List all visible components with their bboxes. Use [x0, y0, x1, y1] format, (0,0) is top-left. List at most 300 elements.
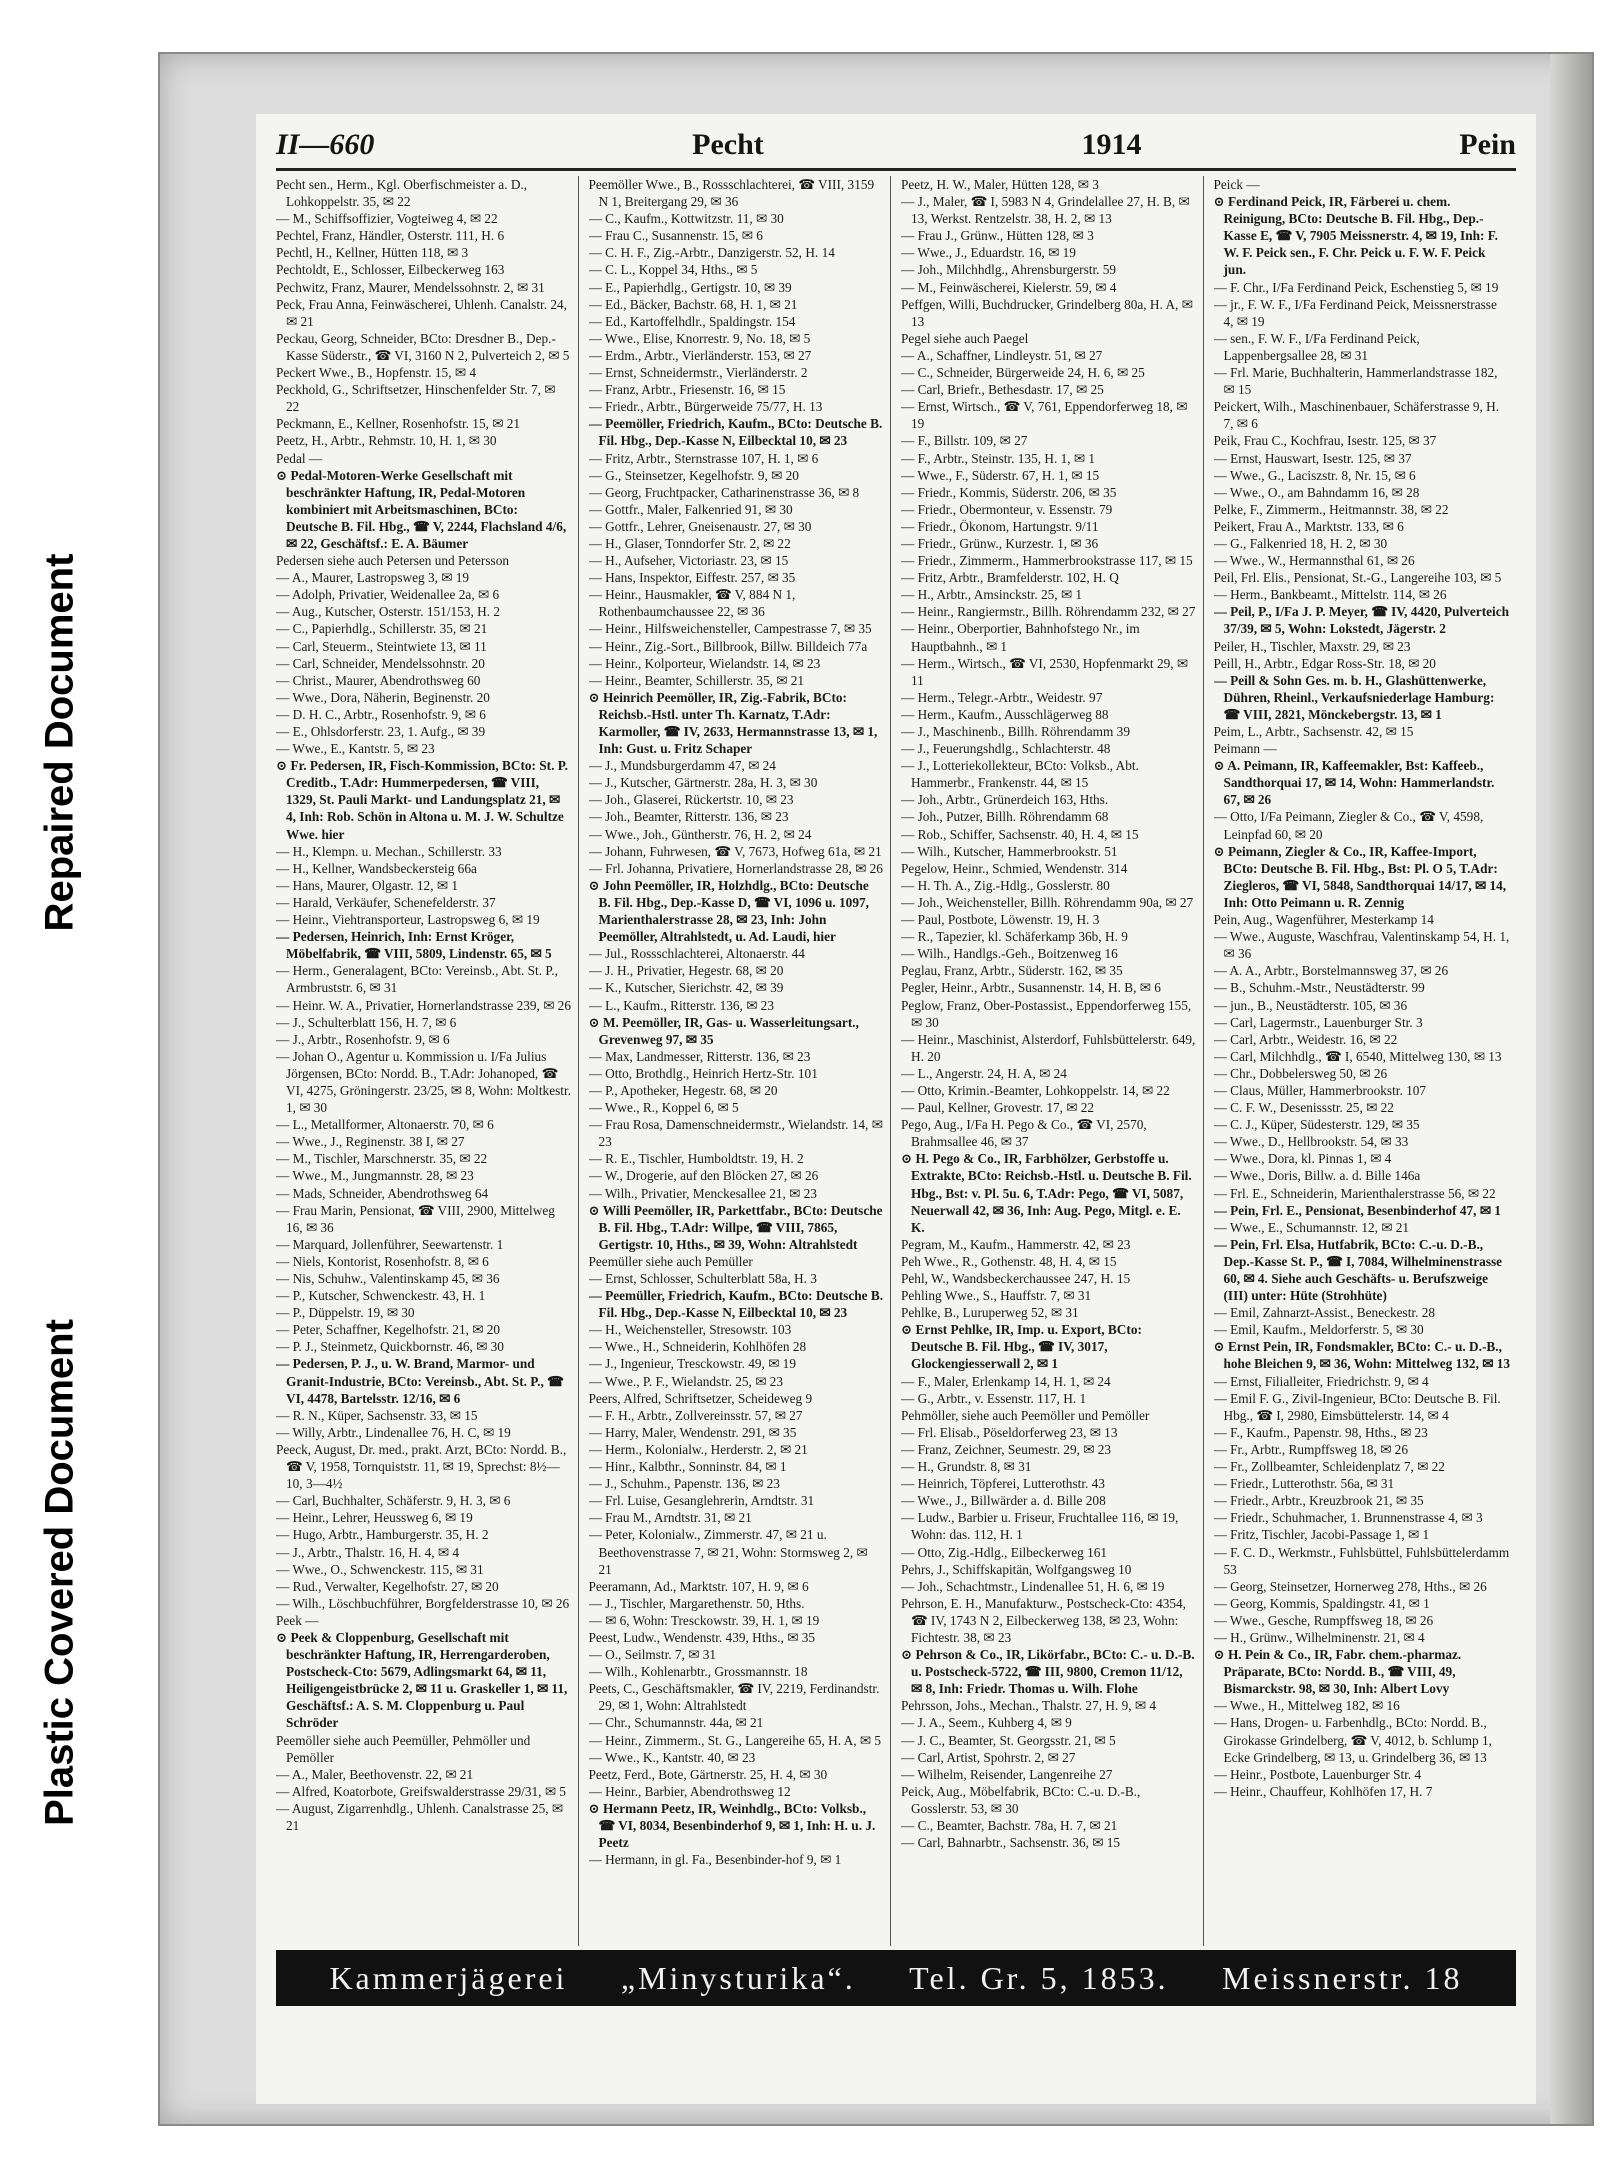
directory-entry: — Peill & Sohn Ges. m. b. H., Glashüttenwerke, Dühren, Rheinl., Verkaufsniederlage Hamburg: ☎ VIII, 2821, Mönckebergstr. 13, ✉ 1 [1213, 672, 1495, 722]
directory-entry: — M., Schiffsoffizier, Vogteiweg 4, ✉ 22 [276, 211, 498, 227]
directory-entry: Pedal — [276, 450, 323, 466]
directory-entry: — Max, Landmesser, Ritterstr. 136, ✉ 23 [588, 1048, 811, 1064]
directory-entry: Pehl, W., Wandsbeckerchaussee 247, H. 15 [901, 1271, 1131, 1286]
directory-entry: — F. C. D., Werkmstr., Fuhlsbüttel, Fuhlsbüttelerdamm 53 [1213, 1544, 1510, 1577]
directory-entry: — F. Chr., I/Fa Ferdinand Peick, Eschenstieg 5, ✉ 19 [1213, 279, 1499, 295]
directory-entry: — Aug., Kutscher, Osterstr. 151/153, H. 2 [276, 604, 501, 620]
directory-entry: — J., Lotteriekollekteur, BCto: Volksb., Abt. Hammerbr., Frankenstr. 44, ✉ 15 [901, 758, 1139, 791]
directory-entry: ⊙ Peek & Cloppenburg, Gesellschaft mit beschränkter Haftung, IR, Herrengarderoben, Postscheck-Cto: 5679, Adlingsmarkt 64, ✉ 11, Heiligengeistbrücke 2, ✉ 11 u. Graskeller 1, ✉ 11, Geschäftsf.: A. S. M. Cloppenburg u. Paul Schröder [276, 1629, 568, 1731]
directory-entry: — Jul., Rossschlachterei, Altonaerstr. 44 [588, 946, 805, 962]
directory-entry: — Heinr., Kolporteur, Wielandstr. 14, ✉ 23 [588, 655, 821, 671]
directory-entry: — Frau Marin, Pensionat, ☎ VIII, 2900, Mittelweg 16, ✉ 36 [276, 1202, 555, 1235]
ad-business-name: Kammerjägerei [329, 1959, 568, 1996]
directory-entry: Pein, Aug., Wagenführer, Mesterkamp 14 [1213, 912, 1434, 928]
directory-entry: ⊙ Ernst Pein, IR, Fondsmakler, BCto: C.- u. D.-B., hohe Bleichen 9, ✉ 36, Wohn: Mittelweg 132, ✉ 13 [1213, 1339, 1510, 1372]
directory-entry: — Heinr., Rangiermstr., Billh. Röhrendamm 232, ✉ 27 [901, 604, 1196, 620]
directory-entry: — Friedr., Ökonom, Hartungstr. 9/11 [901, 518, 1099, 534]
directory-entry: — Joh., Beamter, Ritterstr. 136, ✉ 23 [588, 809, 789, 825]
directory-entry: — Chr., Schumannstr. 44a, ✉ 21 [588, 1715, 764, 1731]
directory-entry: — C., Kaufm., Kottwitzstr. 11, ✉ 30 [588, 211, 784, 227]
directory-entry: — C., Beamter, Bachstr. 78a, H. 7, ✉ 21 [901, 1818, 1118, 1833]
directory-entry: — Wwe., Doris, Billw. a. d. Bille 146a [1213, 1168, 1421, 1184]
directory-entry: — H., Aufseher, Victoriastr. 23, ✉ 15 [588, 553, 789, 569]
directory-entry: — R., Tapezier, kl. Schäferkamp 36b, H. 9 [901, 929, 1128, 945]
directory-entry: ⊙ Heinrich Peemöller, IR, Zig.-Fabrik, BCto: Reichsb.-Hstl. unter Th. Karnatz, T.Adr: Karmoller, ☎ IV, 2633, Hermannstrasse 13, ✉ 1, Inh: Gust. u. Fritz Schaper [588, 689, 878, 757]
directory-entry: — C. L., Koppel 34, Hths., ✉ 5 [588, 262, 758, 278]
page-number: II—660 [276, 128, 375, 161]
scanned-page [158, 52, 1594, 2126]
directory-entry: — Harald, Verkäufer, Schenefelderstr. 37 [276, 894, 496, 910]
directory-entry: — Carl, Buchhalter, Schäferstr. 9, H. 3, ✉ 6 [276, 1493, 511, 1509]
directory-entry: — Rud., Verwalter, Kegelhofstr. 27, ✉ 20 [276, 1578, 499, 1594]
directory-entry: — Friedr., Arbtr., Kreuzbrook 21, ✉ 35 [1213, 1493, 1424, 1509]
directory-entry: Peill, H., Arbtr., Edgar Ross-Str. 18, ✉ 20 [1213, 655, 1436, 671]
directory-entry: — Wwe., G., Laciszstr. 8, Nr. 15, ✉ 6 [1213, 467, 1416, 483]
directory-entry: Pegel siehe auch Paegel [901, 330, 1029, 346]
directory-entry: — E., Papierhdlg., Gertigstr. 10, ✉ 39 [588, 279, 792, 295]
directory-entry: Peers, Alfred, Schriftsetzer, Scheideweg 9 [588, 1390, 813, 1406]
directory-entry: — Friedr., Lutterothstr. 56a, ✉ 31 [1213, 1476, 1395, 1492]
directory-entry: — J., Mundsburgerdamm 47, ✉ 24 [588, 758, 776, 774]
directory-entry: — Otto, I/Fa Peimann, Ziegler & Co., ☎ V, 4598, Leinpfad 60, ✉ 20 [1213, 809, 1484, 842]
directory-entry: — Wwe., J., Reginenstr. 38 I, ✉ 27 [276, 1134, 465, 1150]
directory-entry: — Georg, Steinsetzer, Hornerweg 278, Hths., ✉ 26 [1213, 1578, 1487, 1594]
directory-entry: — P., Apotheker, Hegestr. 68, ✉ 20 [588, 1082, 778, 1098]
directory-entry: — Friedr., Kommis, Süderstr. 206, ✉ 35 [901, 484, 1117, 500]
directory-entry: — Wwe., Gesche, Rumpffsweg 18, ✉ 26 [1213, 1612, 1434, 1628]
directory-entry: — Ludw., Barbier u. Friseur, Fruchtallee 116, ✉ 19, Wohn: das. 112, H. 1 [901, 1510, 1179, 1543]
directory-entry: — Pein, Frl. Elsa, Hutfabrik, BCto: C.-u. D.-B., Dep.-Kasse St. P., ☎ I, 7084, Wilhelminenstrasse 60, ✉ 4. Siehe auch Geschäfts- u. Berufszweige (III) unter: Hüte (Strohhüte) [1213, 1236, 1503, 1304]
directory-entry: — Wilhelm, Reisender, Langenreihe 27 [901, 1766, 1113, 1782]
directory-entry: Peetz, H., Arbtr., Rehmstr. 10, H. 1, ✉ 30 [276, 433, 497, 449]
directory-entry: — R. E., Tischler, Humboldtstr. 19, H. 2 [588, 1151, 804, 1167]
header-right-word: Pein [1459, 128, 1516, 161]
directory-entry: Pechtel, Franz, Händler, Osterstr. 111, H. 6 [276, 228, 505, 244]
directory-entry: — Wilh., Löschbuchführer, Borgfelderstrasse 10, ✉ 26 [276, 1595, 570, 1611]
directory-entry: Peest, Ludw., Wendenstr. 439, Hths., ✉ 35 [588, 1629, 816, 1645]
directory-entry: Pego, Aug., I/Fa H. Pego & Co., ☎ VI, 2570, Brahmsallee 46, ✉ 37 [901, 1117, 1147, 1150]
directory-entry: — Mads, Schneider, Abendrothsweg 64 [276, 1185, 489, 1201]
directory-entry: — Hinr., Kalbthr., Sonninstr. 84, ✉ 1 [588, 1459, 787, 1475]
directory-entry: Pechwitz, Franz, Maurer, Mendelssohnstr. 2, ✉ 31 [276, 279, 545, 295]
directory-entry: — Joh., Putzer, Billh. Röhrendamm 68 [901, 809, 1109, 825]
directory-entry: — B., Schuhm.-Mstr., Neustädterstr. 99 [1213, 980, 1425, 996]
directory-entry: Peckert Wwe., B., Hopfenstr. 15, ✉ 4 [276, 365, 476, 381]
directory-entry: — Herm., Telegr.-Arbtr., Weidestr. 97 [901, 689, 1103, 705]
directory-entry: — Friedr., Arbtr., Bürgerweide 75/77, H. 13 [588, 399, 823, 415]
directory-entry: — Frl. E., Schneiderin, Marienthalerstrasse 56, ✉ 22 [1213, 1185, 1496, 1201]
directory-entry: — Otto, Krimin.-Beamter, Lohkoppelstr. 14, ✉ 22 [901, 1082, 1170, 1098]
directory-entry: ⊙ Hermann Peetz, IR, Weinhdlg., BCto: Volksb., ☎ VI, 8034, Besenbinderhof 9, ✉ 1, Inh: H. u. J. Peetz [588, 1800, 876, 1851]
directory-entry: — J., Maler, ☎ I, 5983 N 4, Grindelallee 27, H. B, ✉ 13, Werkst. Rentzelstr. 38, H. 2, ✉ 13 [901, 194, 1190, 227]
directory-entry: — Georg, Kommis, Spaldingstr. 41, ✉ 1 [1213, 1595, 1430, 1611]
directory-entry: — Heinr., Beamter, Schillerstr. 35, ✉ 21 [588, 672, 805, 688]
directory-entry: — Gottfr., Lehrer, Gneisenaustr. 27, ✉ 30 [588, 518, 812, 534]
directory-entry: Pehlke, B., Luruperweg 52, ✉ 31 [901, 1305, 1079, 1321]
directory-entry: ⊙ H. Pego & Co., IR, Farbhölzer, Gerbstoffe u. Extrakte, BCto: Reichsb.-Hstl. u. Deutsche B. Fil. Hbg., Bst: v. Pl. 5u. 6, T.Adr: Pego, ☎ VI, 5087, Neuerwall 42, ✉ 36, Inh: Aug. Pego, Mitgl. e. E. K. [901, 1151, 1192, 1235]
directory-entry: — Rob., Schiffer, Sachsenstr. 40, H. 4, ✉ 15 [901, 826, 1139, 842]
directory-entry: — Niels, Kontorist, Rosenhofstr. 8, ✉ 6 [276, 1253, 489, 1269]
directory-entry: — Joh., Weichensteller, Billh. Röhrendamm 90a, ✉ 27 [901, 894, 1194, 910]
directory-entry: — J., Tischler, Margarethenstr. 50, Hths. [588, 1595, 805, 1611]
directory-entry: — Wwe., O., Schwenckestr. 115, ✉ 31 [276, 1561, 484, 1577]
directory-entry: Pelke, F., Zimmerm., Heitmannstr. 38, ✉ 22 [1213, 501, 1449, 517]
directory-entry: Pecht sen., Herm., Kgl. Oberfischmeister a. D., Lohkoppelstr. 35, ✉ 22 [276, 177, 528, 210]
directory-entry: — A. A., Arbtr., Borstelmannsweg 37, ✉ 26 [1213, 963, 1449, 979]
directory-entry: Peeck, August, Dr. med., prakt. Arzt, BCto: Nordd. B., ☎ V, 1958, Tornquiststr. 11, ✉ 19, Sprechst: 8½—10, 3—4½ [276, 1441, 567, 1492]
directory-entry: — A., Schaffner, Lindleystr. 51, ✉ 27 [901, 347, 1103, 363]
directory-column-2 [589, 176, 892, 1946]
directory-entry: — H., Grünw., Wilhelminenstr. 21, ✉ 4 [1213, 1629, 1425, 1645]
directory-entry: ⊙ Pedal-Motoren-Werke Gesellschaft mit beschränkter Haftung, IR, Pedal-Motoren kombiniert mit Arbeitsmaschinen, BCto: Deutsche B. Fil. Hbg., ☎ V, 2244, Flachsland 4/6, ✉ 22, Geschäftsf.: E. A. Bäumer [276, 467, 567, 551]
header-year: 1914 [1081, 128, 1142, 161]
directory-entry: — J., Maschinenb., Billh. Röhrendamm 39 [901, 724, 1130, 739]
directory-entry: — Heinr., Viehtransporteur, Lastropsweg 6, ✉ 19 [276, 912, 540, 928]
directory-entry: — Emil, Zahnarzt-Assist., Beneckestr. 28 [1213, 1305, 1436, 1321]
directory-entry: — O., Seilmstr. 7, ✉ 31 [588, 1647, 716, 1663]
directory-entry: — H., Weichensteller, Stresowstr. 103 [588, 1322, 792, 1338]
directory-entry: Peeramann, Ad., Marktstr. 107, H. 9, ✉ 6 [588, 1578, 809, 1594]
header-left-word: Pecht [692, 128, 764, 161]
directory-entry: — Ernst, Wirtsch., ☎ V, 761, Eppendorferweg 18, ✉ 19 [901, 399, 1188, 432]
directory-entry: — C. F. W., Desenissstr. 25, ✉ 22 [1213, 1100, 1394, 1116]
directory-entry: — Frl. Elisab., Pöseldorferweg 23, ✉ 13 [901, 1424, 1118, 1440]
directory-entry: — Ed., Bäcker, Bachstr. 68, H. 1, ✉ 21 [588, 296, 798, 312]
directory-entry: — Franz, Arbtr., Friesenstr. 16, ✉ 15 [588, 382, 786, 398]
directory-entry: — L., Angerstr. 24, H. A, ✉ 24 [901, 1065, 1067, 1081]
directory-entry: Peiler, H., Tischler, Maxstr. 29, ✉ 23 [1213, 638, 1411, 654]
directory-entry: — Joh., Milchhdlg., Ahrensburgerstr. 59 [901, 262, 1117, 278]
directory-entry: ⊙ Willi Peemöller, IR, Parkettfabr., BCto: Deutsche B. Fil. Hbg., T.Adr: Willpe, ☎ VIII, 7865, Gertigstr. 10, Hths., ✉ 39, Wohn: Altrahlstedt [588, 1202, 883, 1252]
directory-entry: — Friedr., Zimmerm., Hammerbrookstrasse 117, ✉ 15 [901, 553, 1193, 569]
directory-entry: — Heinr., Zig.-Sort., Billbrook, Billw. Billdeich 77a [588, 638, 868, 654]
directory-entry: Pehmöller, siehe auch Peemöller und Pemöller [901, 1407, 1150, 1423]
repaired-document-label: Repaired Document [37, 553, 82, 932]
directory-entry: — Wwe., Elise, Knorrestr. 9, No. 18, ✉ 5 [588, 330, 811, 346]
directory-entry: — Ernst, Filialleiter, Friedrichstr. 9, ✉ 4 [1213, 1373, 1429, 1389]
directory-entry: — Joh., Schachtmstr., Lindenallee 51, H. 6, ✉ 19 [901, 1578, 1165, 1594]
directory-entry: — Heinr., Maschinist, Alsterdorf, Fuhlsbüttelerstr. 649, H. 20 [901, 1031, 1196, 1064]
directory-entry: — L., Kaufm., Ritterstr. 136, ✉ 23 [588, 997, 774, 1013]
directory-entry: — Carl, Briefr., Bethesdastr. 17, ✉ 25 [901, 382, 1104, 398]
directory-entry: Pechtoldt, E., Schlosser, Eilbeckerweg 163 [276, 262, 505, 278]
directory-entry: — Wwe., W., Hermannsthal 61, ✉ 26 [1213, 553, 1415, 569]
directory-entry: — Wilh., Handlgs.-Geh., Boitzenweg 16 [901, 946, 1118, 962]
directory-entry: ⊙ Ernst Pehlke, IR, Imp. u. Export, BCto: Deutsche B. Fil. Hbg., ☎ IV, 3017, Glockengiesserwall 2, ✉ 1 [901, 1322, 1142, 1372]
directory-entry: — Heinr., Zimmerm., St. G., Langereihe 65, H. A, ✉ 5 [588, 1732, 882, 1748]
directory-columns [276, 176, 1516, 1946]
directory-entry: — Wilh., Privatier, Menckesallee 21, ✉ 23 [588, 1185, 817, 1201]
directory-entry: — August, Zigarrenhdlg., Uhlenh. Canalstrasse 25, ✉ 21 [276, 1800, 564, 1833]
directory-entry: — J., Schulterblatt 156, H. 7, ✉ 6 [276, 1014, 457, 1030]
directory-entry: — Frl. Marie, Buchhalterin, Hammerlandstrasse 182, ✉ 15 [1213, 365, 1498, 398]
directory-entry: ⊙ Peimann, Ziegler & Co., IR, Kaffee-Import, BCto: Deutsche B. Fil. Hbg., Bst: Pl. O 5, T.Adr: Ziegleros, ☎ VI, 5848, Sandthorquai 14/17, ✉ 14, Inh: Otto Peimann u. R. Zennig [1213, 843, 1507, 910]
directory-entry: — D. H. C., Arbtr., Rosenhofstr. 9, ✉ 6 [276, 706, 486, 722]
directory-entry: ⊙ John Peemöller, IR, Holzhdlg., BCto: Deutsche B. Fil. Hbg., Dep.-Kasse D, ☎ VI, 1096 u. 1097, Marienthalerstrasse 28, ✉ 23, Inh: John Peemöller, Altrahlstedt, u. Ad. Laudi, hier [588, 877, 869, 945]
directory-entry: — Carl, Artist, Spohrstr. 2, ✉ 27 [901, 1749, 1076, 1765]
directory-entry: — Pedersen, Heinrich, Inh: Ernst Kröger, Möbelfabrik, ☎ VIII, 5809, Lindenstr. 65, ✉ 5 [276, 929, 552, 962]
directory-entry: — J., Arbtr., Rosenhofstr. 9, ✉ 6 [276, 1031, 450, 1047]
directory-entry: — Heinr., Barbier, Abendrothsweg 12 [588, 1783, 791, 1799]
advertisement-banner [276, 1950, 1516, 2006]
directory-entry: — Wwe., E., Schumannstr. 12, ✉ 21 [1213, 1219, 1410, 1235]
directory-entry: — Emil F. G., Zivil-Ingenieur, BCto: Deutsche B. Fil. Hbg., ☎ I, 2980, Eimsbüttelerstr. 14, ✉ 4 [1213, 1390, 1501, 1423]
directory-entry: — Friedr., Grünw., Kurzestr. 1, ✉ 36 [901, 535, 1099, 551]
directory-entry: — J., Arbtr., Thalstr. 16, H. 4, ✉ 4 [276, 1544, 460, 1560]
directory-entry: — H., Klempn. u. Mechan., Schillerstr. 33 [276, 843, 502, 859]
directory-entry: — R. N., Küper, Sachsenstr. 33, ✉ 15 [276, 1407, 478, 1423]
directory-entry: Pegram, M., Kaufm., Hammerstr. 42, ✉ 23 [901, 1236, 1131, 1252]
directory-entry: Peh Wwe., R., Gothenstr. 48, H. 4, ✉ 15 [901, 1253, 1117, 1269]
directory-entry: — jr., F. W. F., I/Fa Ferdinand Peick, Meissnerstrasse 4, ✉ 19 [1213, 296, 1497, 329]
directory-entry: — Fritz, Arbtr., Sternstrasse 107, H. 1, ✉ 6 [588, 450, 819, 466]
directory-column-3 [901, 176, 1204, 1946]
directory-entry: Peffgen, Willi, Buchdrucker, Grindelberg 80a, H. A, ✉ 13 [901, 296, 1193, 329]
directory-entry: — Carl, Schneider, Mendelssohnstr. 20 [276, 655, 485, 671]
directory-entry: — Joh., Glaserei, Rückertstr. 10, ✉ 23 [588, 792, 794, 808]
directory-entry: — Heinr., Oberportier, Bahnhofstego Nr., im Hauptbahnh., ✉ 1 [901, 621, 1140, 654]
directory-entry: — Fritz, Tischler, Jacobi-Passage 1, ✉ 1 [1213, 1527, 1430, 1543]
directory-entry: — Carl, Arbtr., Weidestr. 16, ✉ 22 [1213, 1031, 1398, 1047]
directory-entry: — Fr., Zollbeamter, Schleidenplatz 7, ✉ 22 [1213, 1459, 1445, 1475]
directory-entry: — Heinr., Hilfsweichensteller, Campestrasse 7, ✉ 35 [588, 621, 872, 637]
directory-column-1 [276, 176, 579, 1946]
directory-entry: — Otto, Brothdlg., Heinrich Hertz-Str. 101 [588, 1065, 818, 1081]
directory-entry: Peikert, Frau A., Marktstr. 133, ✉ 6 [1213, 518, 1404, 534]
directory-entry: Peets, C., Geschäftsmakler, ☎ IV, 2219, Ferdinandstr. 29, ✉ 1, Wohn: Altrahlstedt [588, 1681, 880, 1714]
directory-entry: — H., Grundstr. 8, ✉ 31 [901, 1459, 1032, 1475]
directory-entry: — Friedr., Schuhmacher, 1. Brunnenstrasse 4, ✉ 3 [1213, 1510, 1483, 1526]
directory-entry: — J., Kutscher, Gärtnerstr. 28a, H. 3, ✉ 30 [588, 775, 818, 791]
directory-entry: ⊙ A. Peimann, IR, Kaffeemakler, Bst: Kaffeeb., Sandthorquai 17, ✉ 14, Wohn: Hammerlandstr. 67, ✉ 26 [1213, 758, 1495, 808]
directory-entry: — Hans, Drogen- u. Farbenhdlg., BCto: Nordd. B., Girokasse Grindelberg, ☎ V, 4012, b. Schlump 1, Ecke Grindelberg, ✉ 13, u. Grindelberg 36, ✉ 13 [1213, 1715, 1492, 1765]
directory-entry: — Hans, Inspektor, Eiffestr. 257, ✉ 35 [588, 570, 796, 586]
directory-entry: — P. J., Steinmetz, Quickbornstr. 46, ✉ 30 [276, 1339, 504, 1355]
directory-entry: Peim, L., Arbtr., Sachsenstr. 42, ✉ 15 [1213, 724, 1414, 739]
directory-entry: ⊙ Fr. Pedersen, IR, Fisch-Kommission, BCto: St. P. Creditb., T.Adr: Hummerpedersen, ☎ VIII, 1329, St. Pauli Markt- und Landungsplatz 21, ✉ 4, Inh: Rob. Schön in Altona u. M. J. W. Schultze Wwe. hier [276, 758, 568, 842]
directory-entry: — Erdm., Arbtr., Vierländerstr. 153, ✉ 27 [588, 347, 812, 363]
directory-entry: Peglow, Franz, Ober-Postassist., Eppendorferweg 155, ✉ 30 [901, 997, 1192, 1030]
directory-entry: ⊙ Ferdinand Peick, IR, Färberei u. chem. Reinigung, BCto: Deutsche B. Fil. Hbg., Dep.-Kasse E, ☎ V, 7905 Meissnerstr. 4, ✉ 19, Inh: F. W. F. Peick sen., F. Chr. Peick u. F. W. F. Peick jun. [1213, 194, 1498, 278]
directory-entry: — Claus, Müller, Hammerbrookstr. 107 [1213, 1082, 1427, 1098]
directory-entry: — Frau Rosa, Damenschneidermstr., Wielandstr. 14, ✉ 23 [588, 1117, 883, 1150]
directory-entry: — Peemöller, Friedrich, Kaufm., BCto: Deutsche B. Fil. Hbg., Dep.-Kasse N, Eilbecktal 10, ✉ 23 [588, 416, 883, 449]
directory-entry: — Harry, Maler, Wendenstr. 291, ✉ 35 [588, 1424, 797, 1440]
directory-entry: — Wwe., K., Kantstr. 40, ✉ 23 [588, 1749, 756, 1765]
directory-entry: — F., Arbtr., Steinstr. 135, H. 1, ✉ 1 [901, 450, 1096, 466]
directory-entry: — Wwe., Joh., Güntherstr. 76, H. 2, ✉ 24 [588, 826, 812, 842]
directory-entry: — H. Th. A., Zig.-Hdlg., Gosslerstr. 80 [901, 877, 1110, 893]
directory-entry: — Frau C., Susannenstr. 15, ✉ 6 [588, 228, 763, 244]
page-content [256, 114, 1536, 2104]
directory-entry: — J., Ingenieur, Tresckowstr. 49, ✉ 19 [588, 1356, 796, 1372]
directory-entry: — Carl, Steuerm., Steintwiete 13, ✉ 11 [276, 638, 487, 654]
directory-entry: — H., Glaser, Tonndorfer Str. 2, ✉ 22 [588, 535, 791, 551]
directory-entry: — J. C., Beamter, St. Georgsstr. 21, ✉ 5 [901, 1732, 1116, 1748]
directory-entry: — sen., F. W. F., I/Fa Ferdinand Peick, Lappenbergsallee 28, ✉ 31 [1213, 330, 1420, 363]
directory-entry: Peimann — [1213, 741, 1277, 757]
page-edge [1550, 54, 1592, 2124]
directory-entry: Peek — [276, 1612, 319, 1628]
directory-entry: — Pedersen, P. J., u. W. Brand, Marmor- und Granit-Industrie, BCto: Vereinsb., Abt. St. P., ☎ VI, 4478, Bartelsstr. 12/16, ✉ 6 [276, 1356, 564, 1406]
directory-entry: — J. A., Seem., Kuhberg 4, ✉ 9 [901, 1715, 1072, 1731]
directory-entry: — Paul, Kellner, Grovestr. 17, ✉ 22 [901, 1100, 1095, 1116]
directory-entry: — Wwe., M., Jungmannstr. 28, ✉ 23 [276, 1168, 474, 1184]
directory-entry: — Ernst, Schneidermstr., Vierländerstr. 2 [588, 365, 808, 381]
directory-entry: Peemöller siehe auch Peemüller, Pehmöller und Pemöller [276, 1732, 531, 1765]
directory-entry: — L., Metallformer, Altonaerstr. 70, ✉ 6 [276, 1117, 494, 1133]
directory-entry: — Wwe., H., Mittelweg 182, ✉ 16 [1213, 1698, 1400, 1714]
directory-entry: — Joh., Arbtr., Grünerdeich 163, Hths. [901, 792, 1109, 808]
directory-entry: — C., Schneider, Bürgerweide 24, H. 6, ✉ 25 [901, 365, 1145, 381]
directory-entry: — M., Feinwäscherei, Kielerstr. 59, ✉ 4 [901, 279, 1117, 295]
directory-entry: — Otto, Zig.-Hdlg., Eilbeckerweg 161 [901, 1544, 1108, 1560]
directory-entry: — Frau M., Arndtstr. 31, ✉ 21 [588, 1510, 752, 1526]
directory-entry: — Wwe., Dora, kl. Pinnas 1, ✉ 4 [1213, 1151, 1392, 1167]
directory-entry: ⊙ M. Peemöller, IR, Gas- u. Wasserleitungsart., Grevenweg 97, ✉ 35 [588, 1014, 859, 1047]
directory-entry: — Heinr. W. A., Privatier, Hornerlandstrasse 239, ✉ 26 [276, 997, 571, 1013]
directory-entry: — Wwe., P. F., Wielandstr. 25, ✉ 23 [588, 1373, 783, 1389]
directory-entry: — Wwe., J., Billwärder a. d. Bille 208 [901, 1493, 1106, 1509]
directory-entry: Pehrson, E. H., Manufakturw., Postscheck-Cto: 4354, ☎ IV, 1743 N 2, Eilbeckerweg 138, ✉ 23, Wohn: Fichtestr. 38, ✉ 23 [901, 1595, 1186, 1645]
directory-entry: — Herm., Generalagent, BCto: Vereinsb., Abt. St. P., Armbruststr. 6, ✉ 31 [276, 963, 558, 996]
directory-entry: — Heinr., Hausmakler, ☎ V, 884 N 1, Rothenbaumchaussee 22, ✉ 36 [588, 587, 796, 620]
directory-entry: Peck, Frau Anna, Feinwäscherei, Uhlenh. Canalstr. 24, ✉ 21 [276, 296, 567, 329]
directory-entry: Pegler, Heinr., Arbtr., Susannenstr. 14, H. B, ✉ 6 [901, 980, 1161, 996]
directory-entry: — Herm., Bankbeamt., Mittelstr. 114, ✉ 26 [1213, 587, 1447, 603]
directory-entry: Pedersen siehe auch Petersen und Petersson [276, 553, 510, 569]
directory-entry: — Peemüller, Friedrich, Kaufm., BCto: Deutsche B. Fil. Hbg., Dep.-Kasse N, Eilbecktal 10, ✉ 23 [588, 1288, 884, 1321]
directory-entry: — Hans, Maurer, Olgastr. 12, ✉ 1 [276, 877, 458, 893]
directory-entry: — Hermann, in gl. Fa., Besenbinder-hof 9, ✉ 1 [588, 1852, 842, 1868]
directory-entry: — Christ., Maurer, Abendrothsweg 60 [276, 672, 481, 688]
directory-entry: — Wilh., Kutscher, Hammerbrookstr. 51 [901, 843, 1118, 859]
directory-entry: — C. H. F., Zig.-Arbtr., Danzigerstr. 52, H. 14 [588, 245, 835, 261]
directory-entry: — C. J., Küper, Südesterstr. 129, ✉ 35 [1213, 1117, 1420, 1133]
directory-entry: — P., Düppelstr. 19, ✉ 30 [276, 1305, 415, 1321]
directory-entry: — F. H., Arbtr., Zollvereinsstr. 57, ✉ 27 [588, 1407, 803, 1423]
directory-entry: — Ernst, Schlosser, Schulterblatt 58a, H. 3 [588, 1271, 817, 1286]
directory-entry: — Carl, Bahnarbtr., Sachsenstr. 36, ✉ 15 [901, 1835, 1121, 1851]
directory-entry: — Heinrich, Töpferei, Lutterothstr. 43 [901, 1476, 1105, 1492]
directory-entry: Peick, Aug., Möbelfabrik, BCto: C.-u. D.-B., Gosslerstr. 53, ✉ 30 [901, 1783, 1141, 1816]
directory-entry: — Wwe., Auguste, Waschfrau, Valentinskamp 54, H. 1, ✉ 36 [1213, 929, 1510, 962]
directory-entry: — E., Ohlsdorferstr. 23, 1. Aufg., ✉ 39 [276, 724, 486, 739]
directory-entry: — Wwe., D., Hellbrookstr. 54, ✉ 33 [1213, 1134, 1409, 1150]
directory-entry: — H., Arbtr., Amsinckstr. 25, ✉ 1 [901, 587, 1083, 603]
directory-entry: Peik, Frau C., Kochfrau, Isestr. 125, ✉ 37 [1213, 433, 1437, 449]
directory-entry: — ✉ 6, Wohn: Tresckowstr. 39, H. 1, ✉ 19 [588, 1612, 820, 1628]
directory-entry: — Fritz, Arbtr., Bramfelderstr. 102, H. Q [901, 570, 1119, 586]
directory-entry: — Peter, Kolonialw., Zimmerstr. 47, ✉ 21 u. Beethovenstrasse 7, ✉ 21, Wohn: Stormsweg 2, ✉ 21 [588, 1527, 868, 1577]
directory-entry: — Hugo, Arbtr., Hamburgerstr. 35, H. 2 [276, 1527, 489, 1543]
directory-entry: — Ernst, Hauswart, Isestr. 125, ✉ 37 [1213, 450, 1412, 466]
directory-entry: — Frl. Luise, Gesanglehrerin, Arndtstr. 31 [588, 1493, 815, 1509]
directory-entry: ⊙ Pehrson & Co., IR, Likörfabr., BCto: C.- u. D.-B. u. Postscheck-5722, ☎ III, 9800, Cremon 11/12, ✉ 8, Inh: Friedr. Thomas u. Wilh. Flohe [901, 1647, 1195, 1697]
directory-entry: Pehrs, J., Schiffskapitän, Wolfgangsweg 10 [901, 1561, 1132, 1577]
directory-entry: ⊙ H. Pein & Co., IR, Fabr. chem.-pharmaz. Präparate, BCto: Nordd. B., ☎ VIII, 49, Bismarckstr. 98, ✉ 30, Inh: Albert Lovy [1213, 1647, 1462, 1697]
directory-entry: — Paul, Postbote, Löwenstr. 19, H. 3 [901, 912, 1100, 928]
directory-entry: — Gottfr., Maler, Falkenried 91, ✉ 30 [588, 501, 793, 517]
directory-entry: Peetz, Ferd., Bote, Gärtnerstr. 25, H. 4, ✉ 30 [588, 1766, 828, 1782]
directory-entry: — W., Drogerie, auf den Blöcken 27, ✉ 26 [588, 1168, 819, 1184]
directory-entry: Peil, Frl. Elis., Pensionat, St.-G., Langereihe 103, ✉ 5 [1213, 570, 1502, 586]
directory-entry: — A., Maurer, Lastropsweg 3, ✉ 19 [276, 570, 470, 586]
directory-entry: Peckau, Georg, Schneider, BCto: Dresdner B., Dep.-Kasse Süderstr., ☎ VI, 3160 N 2, Pulverteich 2, ✉ 5 [276, 330, 570, 363]
directory-entry: — Franz, Zeichner, Seumestr. 29, ✉ 23 [901, 1441, 1112, 1457]
directory-entry: — C., Papierhdlg., Schillerstr. 35, ✉ 21 [276, 621, 488, 637]
directory-entry: — Willy, Arbtr., Lindenallee 76, H. C, ✉ 19 [276, 1424, 511, 1440]
directory-entry: — Peil, P., I/Fa J. P. Meyer, ☎ IV, 4420, Pulverteich 37/39, ✉ 5, Wohn: Lokstedt, Jägerstr. 2 [1213, 604, 1510, 637]
page-header [276, 128, 1516, 171]
directory-entry: — Johann, Fuhrwesen, ☎ V, 7673, Hofweg 61a, ✉ 21 [588, 843, 882, 859]
directory-entry: Peckhold, G., Schriftsetzer, Hinschenfelder Str. 7, ✉ 22 [276, 382, 556, 415]
directory-entry: — Emil, Kaufm., Meldorferstr. 5, ✉ 30 [1213, 1322, 1424, 1338]
directory-entry: — Wilh., Kohlenarbtr., Grossmannstr. 18 [588, 1664, 808, 1680]
directory-entry: — Marquard, Jollenführer, Seewartenstr. 1 [276, 1236, 504, 1252]
directory-entry: Peemüller siehe auch Pemüller [588, 1253, 753, 1269]
directory-column-4 [1214, 176, 1517, 1946]
directory-entry: Pehrsson, Johs., Mechan., Thalstr. 27, H. 9, ✉ 4 [901, 1698, 1157, 1714]
directory-entry: — Heinr., Lehrer, Heussweg 6, ✉ 19 [276, 1510, 473, 1526]
directory-entry: — Pein, Frl. E., Pensionat, Besenbinderhof 47, ✉ 1 [1213, 1202, 1501, 1218]
directory-entry: — Herm., Kaufm., Ausschlägerweg 88 [901, 706, 1109, 722]
directory-entry: Peick — [1213, 177, 1260, 192]
directory-entry: — F., Billstr. 109, ✉ 27 [901, 433, 1028, 449]
directory-entry: — G., Falkenried 18, H. 2, ✉ 30 [1213, 535, 1388, 551]
directory-entry: Peglau, Franz, Arbtr., Süderstr. 162, ✉ 35 [901, 963, 1123, 979]
directory-entry: — Georg, Fruchtpacker, Catharinenstrasse 36, ✉ 8 [588, 484, 860, 500]
directory-entry: — Wwe., Dora, Näherin, Beginenstr. 20 [276, 689, 490, 705]
directory-entry: Peetz, H. W., Maler, Hütten 128, ✉ 3 [901, 177, 1099, 192]
directory-entry: — Carl, Lagermstr., Lauenburger Str. 3 [1213, 1014, 1423, 1030]
directory-entry: — F., Kaufm., Papenstr. 98, Hths., ✉ 23 [1213, 1424, 1428, 1440]
directory-entry: Peickert, Wilh., Maschinenbauer, Schäferstrasse 9, H. 7, ✉ 6 [1213, 399, 1500, 432]
directory-entry: Pechtl, H., Kellner, Hütten 118, ✉ 3 [276, 245, 469, 261]
directory-entry: — Wwe., J., Eduardstr. 16, ✉ 19 [901, 245, 1076, 261]
directory-entry: — Heinr., Postbote, Lauenburger Str. 4 [1213, 1766, 1422, 1782]
directory-entry: — J., Schuhm., Papenstr. 136, ✉ 23 [588, 1476, 780, 1492]
directory-entry: — Herm., Kolonialw., Herderstr. 2, ✉ 21 [588, 1441, 808, 1457]
directory-entry: — jun., B., Neustädterstr. 105, ✉ 36 [1213, 997, 1408, 1013]
directory-entry: — M., Tischler, Marschnerstr. 35, ✉ 22 [276, 1151, 488, 1167]
plastic-covered-document-label: Plastic Covered Document [37, 1319, 82, 1826]
directory-entry: — J. H., Privatier, Hegestr. 68, ✉ 20 [588, 963, 784, 979]
directory-entry: — Heinr., Chauffeur, Kohlhöfen 17, H. 7 [1213, 1783, 1433, 1799]
directory-entry: Peckmann, E., Kellner, Rosenhofstr. 15, ✉ 21 [276, 416, 521, 432]
directory-entry: — K., Kutscher, Sierichstr. 42, ✉ 39 [588, 980, 784, 996]
directory-entry: Pehling Wwe., S., Hauffstr. 7, ✉ 31 [901, 1288, 1092, 1304]
directory-entry: — Wwe., H., Schneiderin, Kohlhöfen 28 [588, 1339, 807, 1355]
ad-telephone: Tel. Gr. 5, 1853. [909, 1959, 1169, 1996]
directory-entry: — Adolph, Privatier, Weidenallee 2a, ✉ 6 [276, 587, 500, 603]
directory-entry: — Fr., Arbtr., Rumpffsweg 18, ✉ 26 [1213, 1441, 1408, 1457]
directory-entry: — Carl, Milchhdlg., ☎ I, 6540, Mittelweg 130, ✉ 13 [1213, 1048, 1502, 1064]
directory-entry: Pegelow, Heinr., Schmied, Wendenstr. 314 [901, 860, 1128, 876]
directory-entry: — A., Maler, Beethovenstr. 22, ✉ 21 [276, 1766, 474, 1782]
directory-entry: — J., Feuerungshdlg., Schlachterstr. 48 [901, 741, 1111, 757]
directory-entry: — Friedr., Obermonteur, v. Essenstr. 79 [901, 501, 1113, 517]
directory-entry: — Wwe., O., am Bahndamm 16, ✉ 28 [1213, 484, 1420, 500]
directory-entry: — G., Arbtr., v. Essenstr. 117, H. 1 [901, 1390, 1087, 1406]
directory-entry: — Frau J., Grünw., Hütten 128, ✉ 3 [901, 228, 1094, 244]
directory-entry: — Nis, Schuhw., Valentinskamp 45, ✉ 36 [276, 1271, 500, 1286]
directory-entry: — Peter, Schaffner, Kegelhofstr. 21, ✉ 20 [276, 1322, 501, 1338]
directory-entry: — Alfred, Koatorbote, Greifswalderstrasse 29/31, ✉ 5 [276, 1783, 566, 1799]
ad-brand: „Minysturika“. [620, 1959, 856, 1996]
directory-entry: — Wwe., F., Süderstr. 67, H. 1, ✉ 15 [901, 467, 1100, 483]
directory-entry: Peemöller Wwe., B., Rossschlachterei, ☎ VIII, 3159 N 1, Breitergang 29, ✉ 36 [588, 177, 875, 210]
